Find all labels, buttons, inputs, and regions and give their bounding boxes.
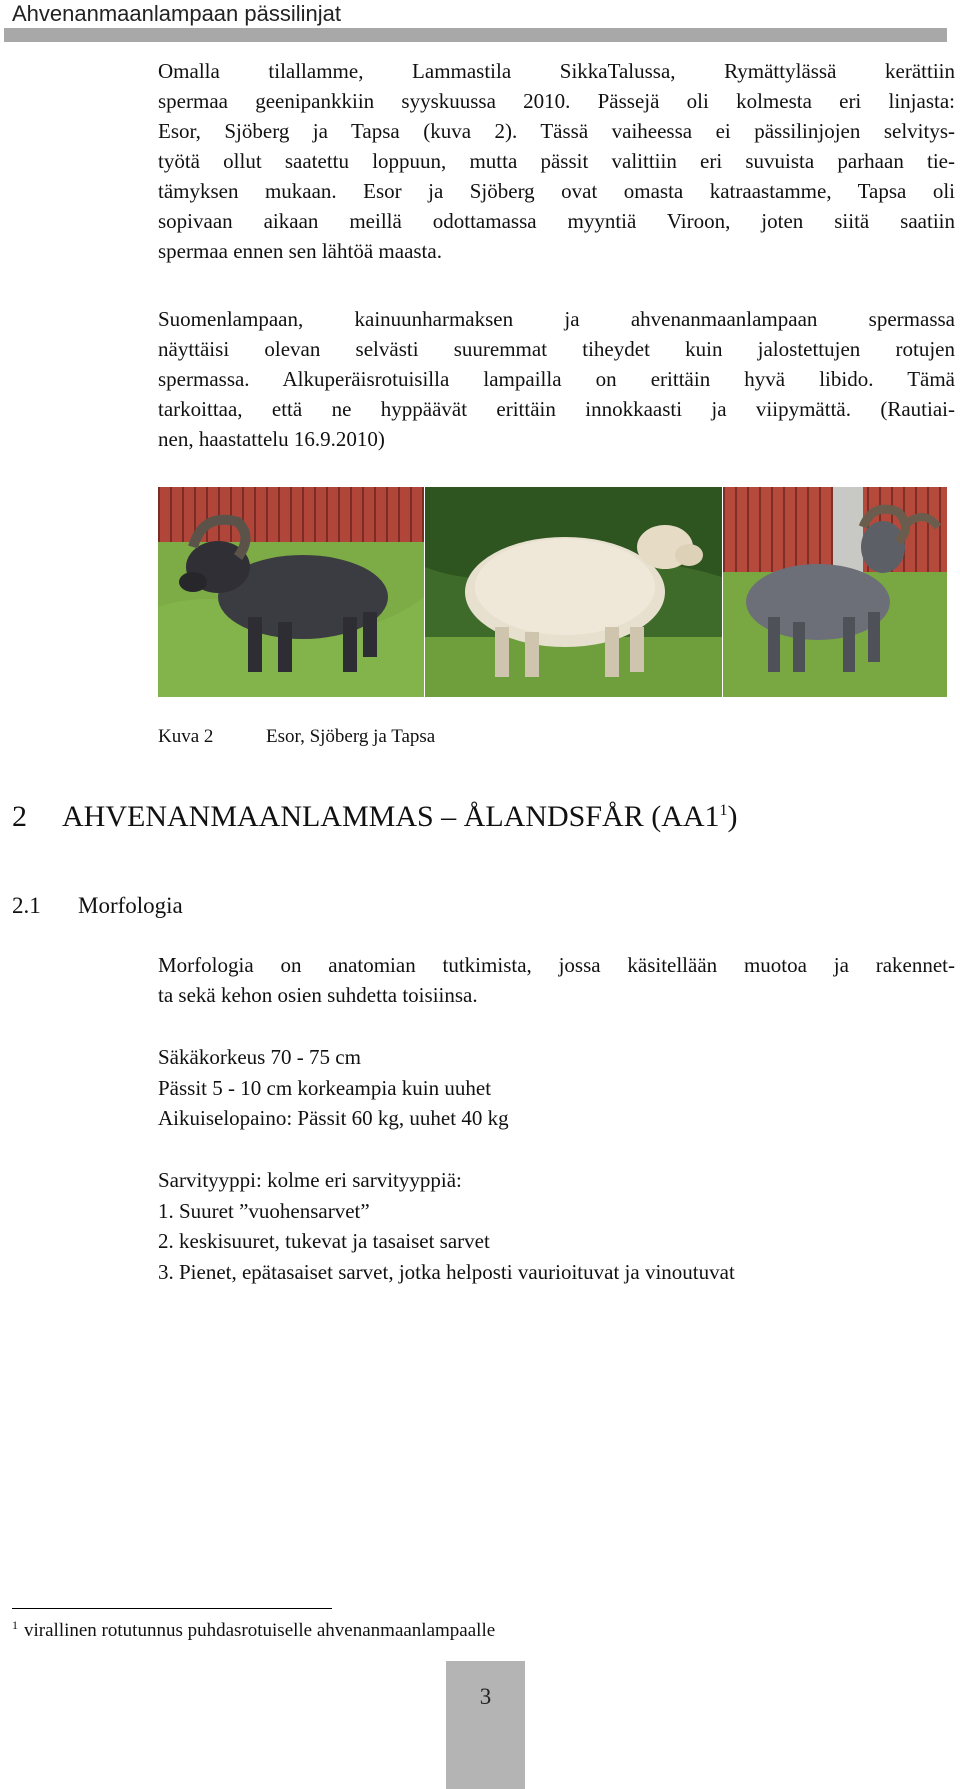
paragraph-line: spermaa geenipankkiin syyskuussa 2010. Pässejä oli kolmesta eri linjasta:: [158, 89, 955, 113]
paragraph-line: spermassa. Alkuperäisrotuisilla lampailla on erittäin hyvä libido. Tämä: [158, 367, 955, 391]
page-header: [0, 0, 960, 44]
footnote: [12, 1620, 495, 1642]
chapter-number: 2: [12, 800, 27, 833]
paragraph-line: tämyksen mukaan. Esor ja Sjöberg ovat omasta katraastamme, Tapsa oli: [158, 179, 955, 203]
paragraph-line: nen, haastattelu 16.9.2010): [158, 427, 385, 451]
header-title: Ahvenanmaanlampaan pässilinjat: [12, 1, 341, 26]
paragraph-1: [158, 56, 955, 266]
footnote-mark: 1: [12, 1618, 18, 1632]
footnote-text: virallinen rotutunnus puhdasrotuiselle ahvenanmaanlampaalle: [24, 1620, 496, 1641]
photo-tapsa: [723, 487, 947, 697]
paragraph-line: Morfologia on anatomian tutkimista, jossa käsitellään muotoa ja rakennet-: [158, 953, 955, 977]
footnote-rule: [12, 1608, 332, 1609]
page-number-box: [446, 1661, 525, 1789]
measure-item: Aikuiselopaino: Pässit 60 kg, uuhet 40 kg: [158, 1106, 509, 1130]
paragraph-line: Esor, Sjöberg ja Tapsa (kuva 2). Tässä vaiheessa ei pässilinjojen selvitys-: [158, 119, 955, 143]
caption-number: Kuva 2: [158, 726, 214, 747]
horn-types-title: Sarvityyppi: kolme eri sarvityyppiä:: [158, 1168, 462, 1192]
chapter-title: AHVENANMAANLAMMAS – ÅLANDSFÅR (AA1: [62, 800, 720, 833]
section-heading: [12, 893, 183, 919]
paragraph-line: Omalla tilallamme, Lammastila SikkaTalussa, Rymättylässä kerättiin: [158, 59, 955, 83]
paragraph-line: Suomenlampaan, kainuunharmaksen ja ahvenanmaanlampaan spermassa: [158, 307, 955, 331]
paragraph-line: ta sekä kehon osien suhdetta toisiinsa.: [158, 983, 478, 1007]
horn-types: [158, 1165, 735, 1287]
photo-esor: [158, 487, 424, 697]
paragraph-line: tarkoittaa, että ne hyppäävät erittäin innokkaasti ja viipymättä. (Rautiai-: [158, 397, 955, 421]
page-number: 3: [479, 1684, 492, 1709]
paragraph-line: sopivaan aikaan meillä odottamassa myyntiä Viroon, joten siitä saatiin: [158, 209, 955, 233]
section-number: 2.1: [12, 893, 41, 918]
horn-type-item: 2. keskisuuret, tukevat ja tasaiset sarvet: [158, 1229, 490, 1253]
figure-photos: [158, 487, 947, 697]
paragraph-2: [158, 304, 955, 454]
chapter-heading: [12, 800, 738, 834]
horn-type-item: 3. Pienet, epätasaiset sarvet, jotka helposti vaurioituvat ja vinoutuvat: [158, 1259, 735, 1284]
paragraph-line: näyttäisi olevan selvästi suuremmat tiheydet kuin jalostettujen rotujen: [158, 337, 955, 361]
chapter-title-close: ): [727, 800, 738, 833]
paragraph-line: spermaa ennen sen lähtöä maasta.: [158, 239, 442, 263]
section-title: Morfologia: [78, 893, 183, 918]
horn-type-item: 1. Suuret ”vuohensarvet”: [158, 1198, 370, 1223]
measure-item: Pässit 5 - 10 cm korkeampia kuin uuhet: [158, 1075, 492, 1100]
paragraph-line: työtä ollut saatettu loppuun, mutta pässit valittiin eri suvuista parhaan tie-: [158, 149, 955, 173]
caption-text: Esor, Sjöberg ja Tapsa: [266, 726, 436, 747]
measure-item: Säkäkorkeus 70 - 75 cm: [158, 1045, 361, 1069]
header-rule: [4, 28, 947, 42]
photo-sjoberg: [425, 487, 722, 697]
morfologia-intro: [158, 950, 955, 1010]
footnote-reference: 1: [719, 802, 728, 819]
measures-list: [158, 1042, 509, 1134]
